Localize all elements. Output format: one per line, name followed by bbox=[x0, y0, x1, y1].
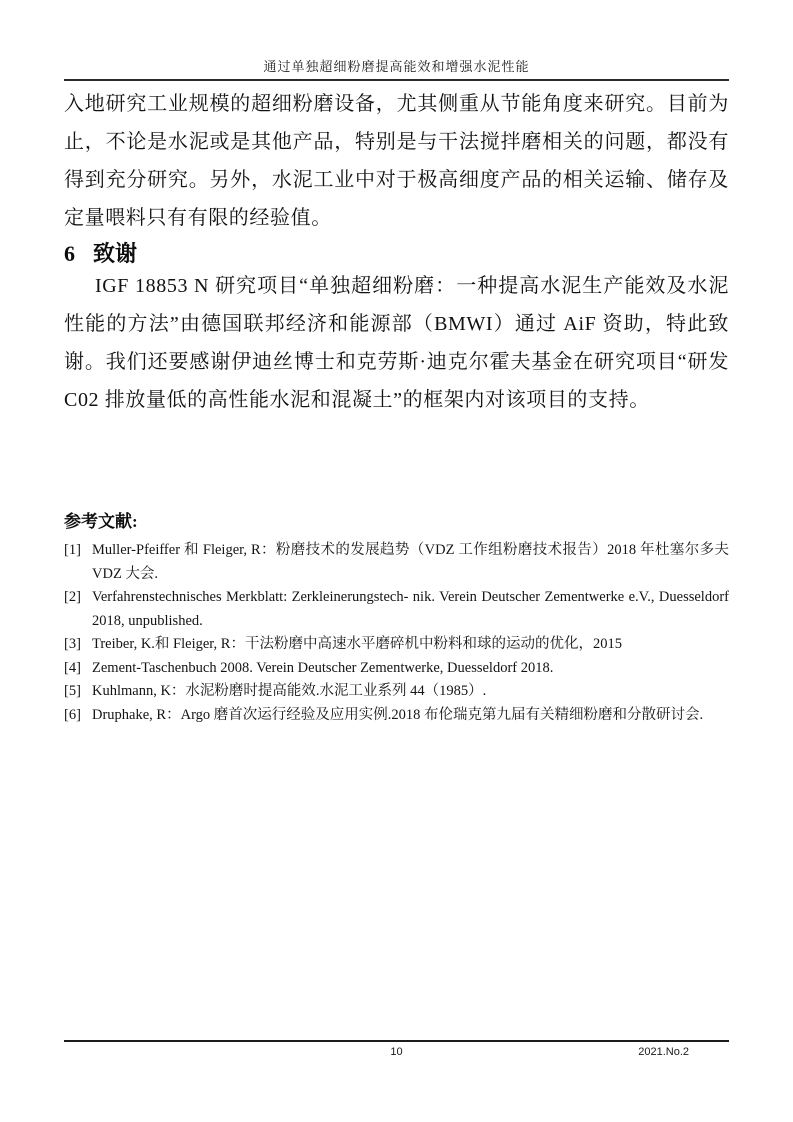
reference-text: Druphake, R：Argo 磨首次运行经验及应用实例.2018 布伦瑞克第九届有关精细粉磨和分散研讨会. bbox=[92, 706, 704, 723]
reference-item bbox=[64, 539, 729, 586]
reference-text: Muller-Pfeiffer 和 Fleiger, R：粉磨技术的发展趋势（VDZ 工作组粉磨技术报告）2018 年杜塞尔多夫 VDZ 大会. bbox=[92, 542, 729, 582]
reference-item bbox=[64, 633, 729, 657]
reference-item bbox=[64, 657, 729, 681]
body-paragraph-1: 入地研究工业规模的超细粉磨设备，尤其侧重从节能角度来研究。目前为止，不论是水泥或是其他产品，特别是与干法搅拌磨相关的问题，都没有得到充分研究。另外，水泥工业中对于极高细度产品的相关运输、储存及定量喂料只有有限的经验值。 bbox=[64, 93, 729, 229]
reference-text: Zement-Taschenbuch 2008. Verein Deutscher Zementwerke, Duesseldorf 2018. bbox=[92, 659, 554, 676]
reference-marker: [4] bbox=[64, 659, 81, 676]
reference-marker: [2] bbox=[64, 589, 81, 605]
reference-text: Treiber, K.和 Fleiger, R：干法粉磨中高速水平磨碎机中粉料和球的运动的优化，2015 bbox=[92, 636, 622, 652]
reference-item bbox=[64, 704, 729, 728]
reference-marker: [1] bbox=[64, 542, 81, 558]
body-paragraph-2: IGF 18853 N 研究项目“单独超细粉磨：一种提高水泥生产能效及水泥性能的方法”由德国联邦经济和能源部（BMWI）通过 AiF 资助，特此致谢。我们还要感谢伊迪丝博士和克劳斯·迪克尔霍夫基金在研究项目“研发 C02 排放量低的高性能水泥和混凝土”的框架内对该项目的支持。 bbox=[64, 275, 729, 411]
section-title: 致谢 bbox=[93, 241, 138, 266]
section-number: 6 bbox=[64, 241, 75, 266]
reference-item bbox=[64, 586, 729, 633]
reference-text: Kuhlmann, K：水泥粉磨时提高能效.水泥工业系列 44（1985）. bbox=[92, 683, 487, 699]
reference-marker: [6] bbox=[64, 706, 81, 723]
running-head bbox=[64, 0, 729, 81]
reference-text: Verfahrenstechnisches Merkblatt: Zerkleinerungstech- nik. Verein Deutscher Zementwerke e.V., Duesseldorf 2018, unpublished. bbox=[92, 589, 729, 629]
references-heading: 参考文献: bbox=[64, 512, 138, 531]
page-number: 10 bbox=[390, 1046, 403, 1058]
section-heading-acknowledgements bbox=[64, 241, 729, 267]
reference-item bbox=[64, 680, 729, 704]
references-list bbox=[64, 539, 729, 727]
reference-marker: [3] bbox=[64, 636, 81, 652]
page-footer bbox=[64, 1040, 729, 1064]
running-head-title: 通过单独超细粉磨提高能效和增强水泥性能 bbox=[263, 59, 530, 74]
reference-marker: [5] bbox=[64, 683, 81, 699]
issue-number: 2021.No.2 bbox=[638, 1046, 689, 1058]
